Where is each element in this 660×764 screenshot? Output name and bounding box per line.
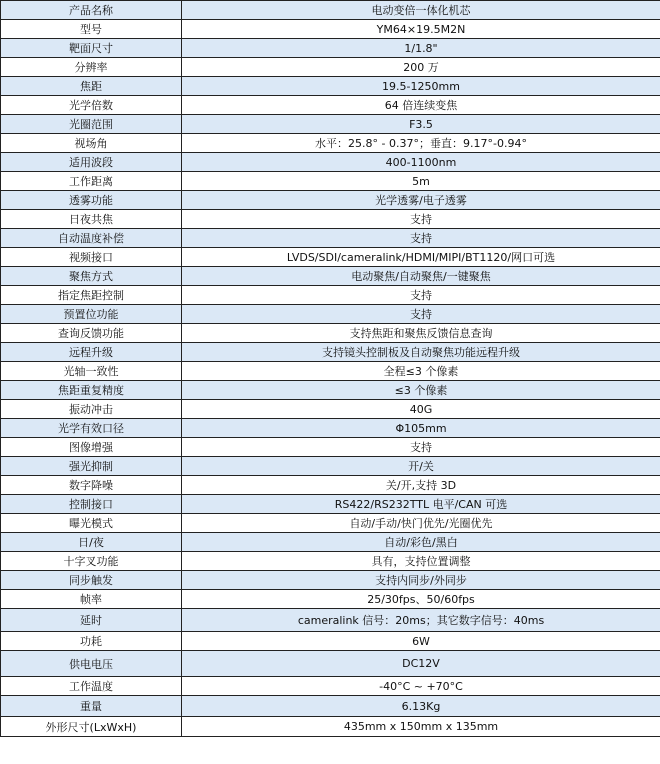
spec-label: 预置位功能: [1, 305, 182, 324]
spec-label: 型号: [1, 20, 182, 39]
spec-label: 指定焦距控制: [1, 286, 182, 305]
table-row: [1, 457, 660, 476]
spec-value: 1/1.8": [182, 39, 660, 58]
table-row: [1, 717, 660, 737]
spec-label: 同步触发: [1, 571, 182, 590]
spec-value: 5m: [182, 172, 660, 191]
spec-table-body: [1, 1, 660, 737]
spec-value: 400-1100nm: [182, 153, 660, 172]
spec-label: 功耗: [1, 632, 182, 651]
spec-label: 光学倍数: [1, 96, 182, 115]
spec-value: 关/开,支持 3D: [182, 476, 660, 495]
table-row: [1, 210, 660, 229]
spec-value: 6.13Kg: [182, 696, 660, 717]
spec-label: 光学有效口径: [1, 419, 182, 438]
spec-value: 开/关: [182, 457, 660, 476]
table-row: [1, 305, 660, 324]
table-row: [1, 96, 660, 115]
spec-label: 供电电压: [1, 651, 182, 677]
spec-value: 支持: [182, 438, 660, 457]
spec-label: 振动冲击: [1, 400, 182, 419]
table-row: [1, 20, 660, 39]
spec-label: 透雾功能: [1, 191, 182, 210]
table-row: [1, 1, 660, 20]
table-row: [1, 248, 660, 267]
table-row: [1, 153, 660, 172]
table-row: [1, 267, 660, 286]
spec-label: 控制接口: [1, 495, 182, 514]
spec-value: 电动聚焦/自动聚焦/一键聚焦: [182, 267, 660, 286]
spec-value: 具有，支持位置调整: [182, 552, 660, 571]
spec-label: 自动温度补偿: [1, 229, 182, 248]
spec-value: 200 万: [182, 58, 660, 77]
spec-label: 聚焦方式: [1, 267, 182, 286]
spec-value: 支持镜头控制板及自动聚焦功能远程升级: [182, 343, 660, 362]
table-row: [1, 677, 660, 696]
spec-value: 光学透雾/电子透雾: [182, 191, 660, 210]
table-row: [1, 632, 660, 651]
spec-label: 工作温度: [1, 677, 182, 696]
spec-value: 全程≤3 个像素: [182, 362, 660, 381]
spec-label: 帧率: [1, 590, 182, 609]
spec-value: 19.5-1250mm: [182, 77, 660, 96]
table-row: [1, 39, 660, 58]
spec-value: -40°C ~ +70°C: [182, 677, 660, 696]
spec-value: 支持: [182, 210, 660, 229]
spec-label: 图像增强: [1, 438, 182, 457]
spec-value: 支持内同步/外同步: [182, 571, 660, 590]
spec-value: 电动变倍一体化机芯: [182, 1, 660, 20]
spec-label: 光轴一致性: [1, 362, 182, 381]
table-row: [1, 58, 660, 77]
table-row: [1, 229, 660, 248]
table-row: [1, 495, 660, 514]
spec-label: 数字降噪: [1, 476, 182, 495]
spec-value: cameralink 信号：20ms；其它数字信号：40ms: [182, 609, 660, 632]
table-row: [1, 476, 660, 495]
spec-value: 支持: [182, 286, 660, 305]
spec-value: RS422/RS232TTL 电平/CAN 可选: [182, 495, 660, 514]
spec-value: 支持: [182, 305, 660, 324]
spec-label: 日/夜: [1, 533, 182, 552]
table-row: [1, 115, 660, 134]
spec-label: 曝光模式: [1, 514, 182, 533]
spec-value: 435mm x 150mm x 135mm: [182, 717, 660, 737]
spec-value: ≤3 个像素: [182, 381, 660, 400]
spec-label: 延时: [1, 609, 182, 632]
table-row: [1, 552, 660, 571]
table-row: [1, 286, 660, 305]
spec-label: 日夜共焦: [1, 210, 182, 229]
spec-value: 支持焦距和聚焦反馈信息查询: [182, 324, 660, 343]
table-row: [1, 343, 660, 362]
spec-value: DC12V: [182, 651, 660, 677]
spec-label: 焦距重复精度: [1, 381, 182, 400]
spec-label: 适用波段: [1, 153, 182, 172]
spec-label: 分辨率: [1, 58, 182, 77]
table-row: [1, 651, 660, 677]
spec-label: 视频接口: [1, 248, 182, 267]
table-row: [1, 696, 660, 717]
table-row: [1, 400, 660, 419]
table-row: [1, 324, 660, 343]
spec-value: 6W: [182, 632, 660, 651]
spec-value: 水平：25.8° - 0.37°；垂直：9.17°-0.94°: [182, 134, 660, 153]
spec-value: 支持: [182, 229, 660, 248]
spec-label: 查询反馈功能: [1, 324, 182, 343]
spec-label: 工作距离: [1, 172, 182, 191]
spec-value: LVDS/SDI/cameralink/HDMI/MIPI/BT1120/网口可选: [182, 248, 660, 267]
spec-value: 40G: [182, 400, 660, 419]
spec-value: YM64×19.5M2N: [182, 20, 660, 39]
table-row: [1, 571, 660, 590]
spec-value: 64 倍连续变焦: [182, 96, 660, 115]
table-row: [1, 381, 660, 400]
table-row: [1, 590, 660, 609]
spec-value: 自动/彩色/黑白: [182, 533, 660, 552]
table-row: [1, 191, 660, 210]
spec-label: 远程升级: [1, 343, 182, 362]
spec-value: F3.5: [182, 115, 660, 134]
table-row: [1, 419, 660, 438]
spec-label: 靶面尺寸: [1, 39, 182, 58]
spec-label: 产品名称: [1, 1, 182, 20]
spec-label: 焦距: [1, 77, 182, 96]
spec-label: 强光抑制: [1, 457, 182, 476]
spec-label: 外形尺寸(LxWxH): [1, 717, 182, 737]
table-row: [1, 438, 660, 457]
spec-value: 25/30fps、50/60fps: [182, 590, 660, 609]
table-row: [1, 533, 660, 552]
spec-label: 重量: [1, 696, 182, 717]
table-row: [1, 172, 660, 191]
table-row: [1, 609, 660, 632]
table-row: [1, 362, 660, 381]
spec-label: 视场角: [1, 134, 182, 153]
spec-label: 十字叉功能: [1, 552, 182, 571]
spec-label: 光圈范围: [1, 115, 182, 134]
table-row: [1, 77, 660, 96]
table-row: [1, 514, 660, 533]
spec-value: Φ105mm: [182, 419, 660, 438]
spec-value: 自动/手动/快门优先/光圈优先: [182, 514, 660, 533]
table-row: [1, 134, 660, 153]
